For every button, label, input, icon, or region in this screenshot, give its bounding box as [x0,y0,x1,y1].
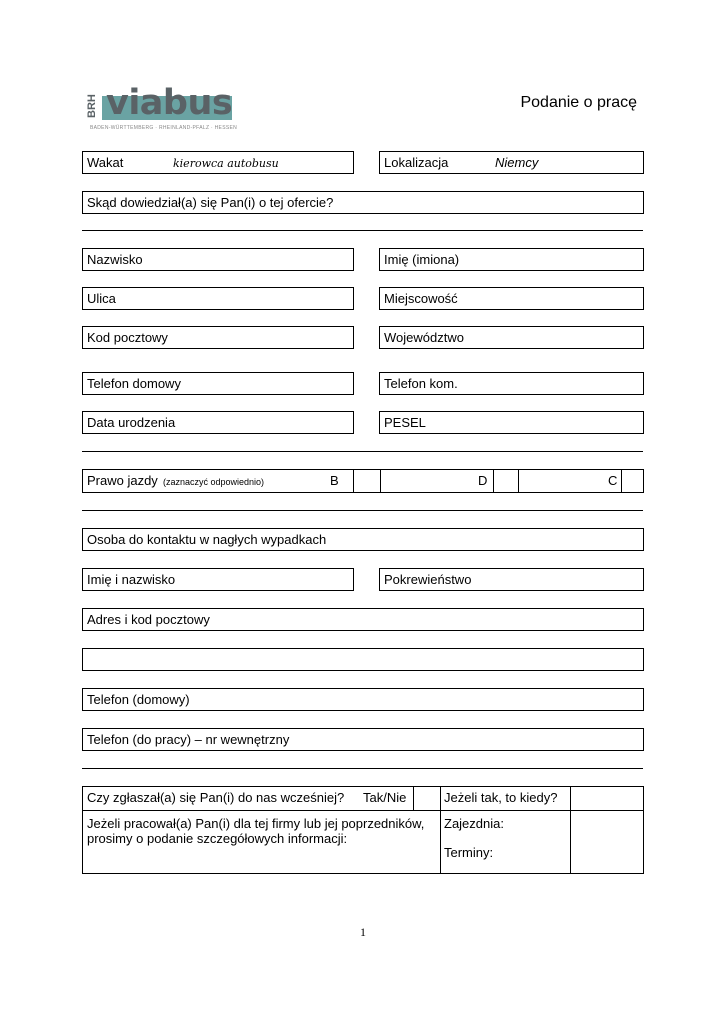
telefon-kom-label: Telefon kom. [384,376,458,391]
divider [518,470,519,492]
imie-field[interactable] [379,248,644,271]
nazwisko-label: Nazwisko [87,252,143,267]
history-tak-nie-label: Tak/Nie [363,790,407,805]
terminy-label: Terminy: [444,845,494,860]
prawo-jazdy-row [82,469,644,493]
wakat-field[interactable] [82,151,354,174]
wakat-label: Wakat [87,155,124,170]
telefon-kom-field[interactable] [379,372,644,395]
emergency-name-field[interactable] [82,568,354,591]
lokalizacja-field[interactable] [379,151,644,174]
ulica-field[interactable] [82,287,354,310]
logo-wordmark: viabus [106,83,233,123]
divider [83,810,643,811]
emergency-phone-home-label: Telefon (domowy) [87,692,190,707]
emergency-address-field[interactable] [82,608,644,631]
emergency-address-label: Adres i kod pocztowy [87,612,210,627]
prawo-jazdy-hint: (zaznaczyć odpowiednio) [163,477,265,487]
zajezdnia-label: Zajezdnia: [444,816,504,831]
history-details-input[interactable] [571,811,643,873]
pesel-label: PESEL [384,415,426,430]
category-d-label: D [478,473,488,488]
source-label: Skąd dowiedział(a) się Pan(i) o tej ofercie? [87,195,334,210]
emergency-phone-work-label: Telefon (do pracy) – nr wewnętrzny [87,732,290,747]
logo-tagline: BADEN-WÜRTTEMBERG · RHEINLAND-PFALZ · HESSEN [90,125,238,131]
history-question-2-line1: Jeżeli pracował(a) Pan(i) dla tej firmy lub jej poprzedników, [87,816,425,831]
category-c-label: C [608,473,618,488]
emergency-phone-home-field[interactable] [82,688,644,711]
emergency-address-line2-field[interactable] [82,648,644,671]
history-when-label: Jeżeli tak, to kiedy? [444,790,558,805]
telefon-domowy-field[interactable] [82,372,354,395]
emergency-phone-work-field[interactable] [82,728,644,751]
lokalizacja-value: Niemcy [495,155,539,170]
wojewodztwo-field[interactable] [379,326,644,349]
kod-pocztowy-label: Kod pocztowy [87,330,168,345]
emergency-name-label: Imię i nazwisko [87,572,176,587]
wojewodztwo-label: Województwo [384,330,464,345]
prawo-jazdy-label: Prawo jazdy [87,473,158,488]
category-d-checkbox[interactable] [494,470,518,492]
category-b-label: B [330,473,339,488]
pokrewienstwo-label: Pokrewieństwo [384,572,472,587]
history-tak-nie-input[interactable] [414,787,440,810]
nazwisko-field[interactable] [82,248,354,271]
page-number: 1 [360,925,366,939]
divider [440,787,441,873]
kod-pocztowy-field[interactable] [82,326,354,349]
divider [82,230,643,231]
divider [82,768,643,769]
divider [380,470,381,492]
lokalizacja-label: Lokalizacja [384,155,449,170]
page-title: Podanie o pracę [520,94,637,111]
divider [82,510,643,511]
history-question-1: Czy zgłaszał(a) się Pan(i) do nas wcześniej? [87,790,345,805]
pokrewienstwo-field[interactable] [379,568,644,591]
logo [86,84,236,134]
history-table [82,786,644,874]
telefon-domowy-label: Telefon domowy [87,376,181,391]
logo-vertical-text: BRH [86,94,98,118]
pesel-field[interactable] [379,411,644,434]
category-c-checkbox[interactable] [622,470,643,492]
history-question-2-line2: prosimy o podanie szczegółowych informacji: [87,831,348,846]
miejscowosc-field[interactable] [379,287,644,310]
imie-label: Imię (imiona) [384,252,460,267]
data-urodzenia-label: Data urodzenia [87,415,176,430]
source-field[interactable] [82,191,644,214]
divider [82,451,643,452]
category-b-checkbox[interactable] [354,470,380,492]
emergency-heading-box [82,528,644,551]
wakat-value: kierowca autobusu [173,157,279,170]
miejscowosc-label: Miejscowość [384,291,458,306]
ulica-label: Ulica [87,291,116,306]
history-when-input[interactable] [571,787,643,810]
data-urodzenia-field[interactable] [82,411,354,434]
emergency-heading: Osoba do kontaktu w nagłych wypadkach [87,532,327,547]
